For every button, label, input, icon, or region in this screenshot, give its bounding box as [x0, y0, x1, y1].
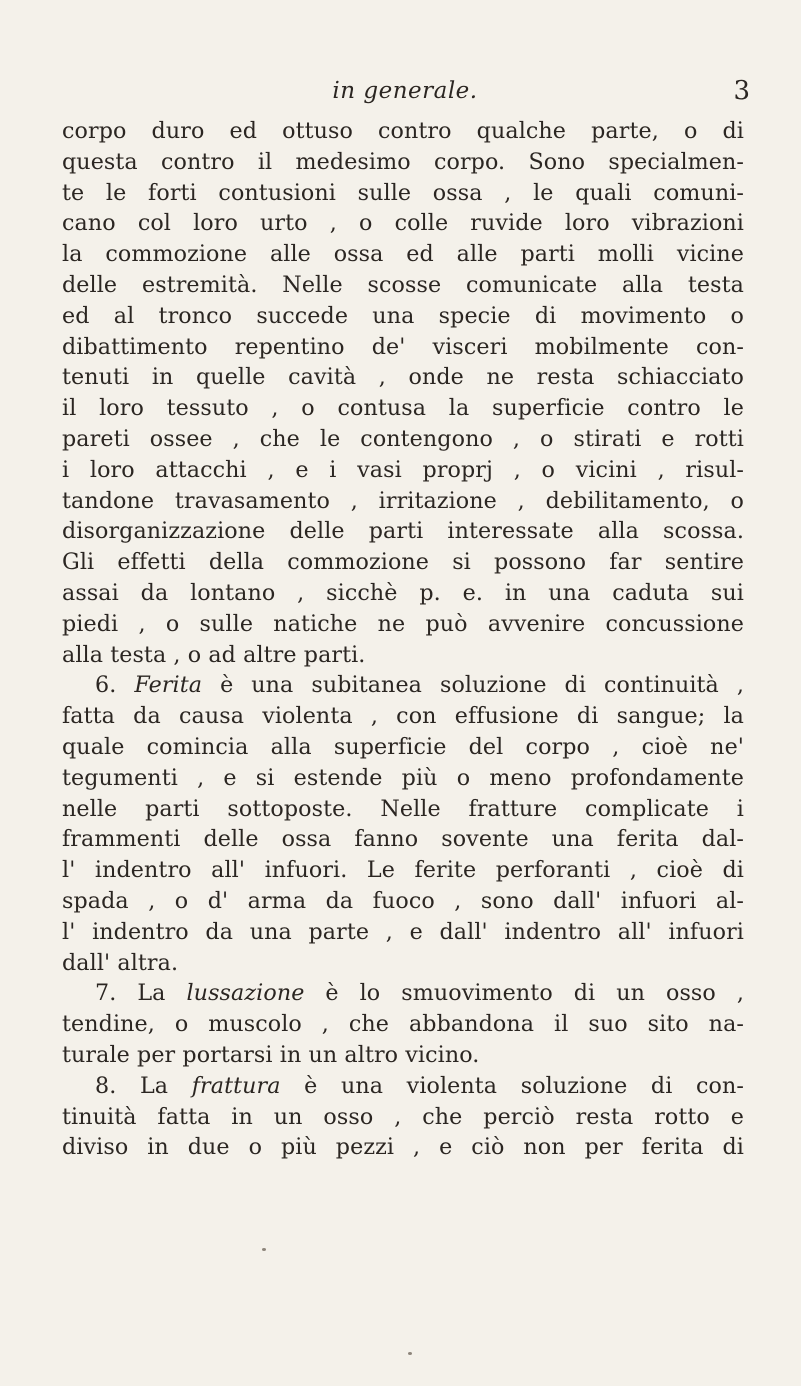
text-run: assai da lontano , sicchè p. e. in una caduta sui	[62, 579, 744, 606]
running-head	[60, 60, 750, 104]
text-line	[62, 670, 744, 701]
text-run: frammenti delle ossa fanno sovente una ferita dal-	[62, 826, 744, 853]
text-line	[62, 116, 744, 147]
text-line	[62, 362, 744, 393]
text-run: questa contro il medesimo corpo. Sono specialmen-	[62, 148, 744, 175]
paper-speck	[408, 1352, 412, 1355]
text-run: ed al tronco succede una specie di movimento o	[62, 302, 744, 329]
text-run: diviso in due o più pezzi , e ciò non per ferita di	[62, 1134, 744, 1161]
text-run: quale comincia alla superficie del corpo , cioè ne'	[62, 733, 744, 760]
text-run: 6.	[95, 672, 135, 699]
page-number: 3	[733, 76, 750, 106]
text-line	[62, 978, 744, 1009]
text-run: è lo smuovimento di un osso ,	[304, 980, 744, 1007]
text-line	[62, 455, 744, 486]
text-run: 7. La	[95, 980, 187, 1007]
text-run: il loro tessuto , o contusa la superficie contro le	[62, 395, 744, 422]
text-line	[62, 948, 744, 979]
text-run: corpo duro ed ottuso contro qualche parte, o di	[62, 118, 744, 144]
text-run: delle estremità. Nelle scosse comunicate alla testa	[62, 271, 744, 298]
text-run: è una subitanea soluzione di continuità ,	[202, 672, 744, 699]
text-line	[62, 1102, 744, 1133]
text-run: tinuità fatta in un osso , che perciò resta rotto e	[62, 1103, 744, 1130]
text-line	[62, 393, 744, 424]
body-text	[62, 116, 744, 1163]
text-line	[62, 208, 744, 239]
text-run: dibattimento repentino de' visceri mobilmente con-	[62, 333, 744, 360]
text-run: pareti ossee , che le contengono , o stirati e rotti	[62, 425, 744, 452]
text-line	[62, 1009, 744, 1040]
text-line	[62, 763, 744, 794]
italic-term: frattura	[191, 1072, 281, 1099]
text-line	[62, 732, 744, 763]
text-line	[62, 332, 744, 363]
text-line	[62, 147, 744, 178]
text-run: te le forti contusioni sulle ossa , le quali comuni-	[62, 179, 744, 206]
italic-term: Ferita	[134, 672, 203, 699]
text-run: disorganizzazione delle parti interessate alla scossa.	[62, 518, 744, 545]
text-run: tandone travasamento , irritazione , debilitamento, o	[62, 487, 744, 514]
text-run: nelle parti sottoposte. Nelle fratture complicate i	[62, 795, 744, 822]
text-run: turale per portarsi in un altro vicino.	[62, 1041, 480, 1068]
text-run: i loro attacchi , e i vasi proprj , o vicini , risul-	[62, 456, 744, 483]
text-line	[62, 578, 744, 609]
text-line	[62, 609, 744, 640]
text-line	[62, 1071, 744, 1102]
text-run: dall' altra.	[62, 949, 179, 976]
text-run: fatta da causa violenta , con effusione di sangue; la	[62, 703, 744, 730]
text-line	[62, 547, 744, 578]
text-line	[62, 178, 744, 209]
text-line	[62, 855, 744, 886]
running-title: in generale.	[332, 78, 478, 104]
text-line	[62, 1040, 744, 1071]
paper-speck	[262, 1248, 266, 1251]
text-run: tendine, o muscolo , che abbandona il suo sito na-	[62, 1011, 744, 1038]
text-run: tenuti in quelle cavità , onde ne resta schiacciato	[62, 364, 744, 391]
text-run: cano col loro urto , o colle ruvide loro vibrazioni	[62, 210, 744, 237]
text-run: l' indentro da una parte , e dall' indentro all' infuori	[62, 918, 744, 945]
text-run: l' indentro all' infuori. Le ferite perforanti , cioè di	[62, 857, 744, 884]
text-line	[62, 1132, 744, 1163]
text-line	[62, 486, 744, 517]
text-line	[62, 516, 744, 547]
text-run: spada , o d' arma da fuoco , sono dall' infuori al-	[62, 887, 744, 914]
text-line	[62, 917, 744, 948]
text-line	[62, 239, 744, 270]
text-line	[62, 701, 744, 732]
text-run: Gli effetti della commozione si possono far sentire	[62, 549, 744, 576]
text-line	[62, 424, 744, 455]
text-line	[62, 886, 744, 917]
text-line	[62, 640, 744, 671]
text-line	[62, 270, 744, 301]
text-run: alla testa , o ad altre parti.	[62, 641, 366, 668]
text-run: tegumenti , e si estende più o meno profondamente	[62, 764, 744, 791]
text-line	[62, 824, 744, 855]
text-run: è una violenta soluzione di con-	[280, 1072, 744, 1099]
text-line	[62, 301, 744, 332]
text-run: 8. La	[95, 1072, 192, 1099]
text-run: la commozione alle ossa ed alle parti molli vicine	[62, 241, 744, 268]
italic-term: lussazione	[186, 980, 305, 1007]
text-line	[62, 794, 744, 825]
text-run: piedi , o sulle natiche ne può avvenire concussione	[62, 610, 744, 637]
